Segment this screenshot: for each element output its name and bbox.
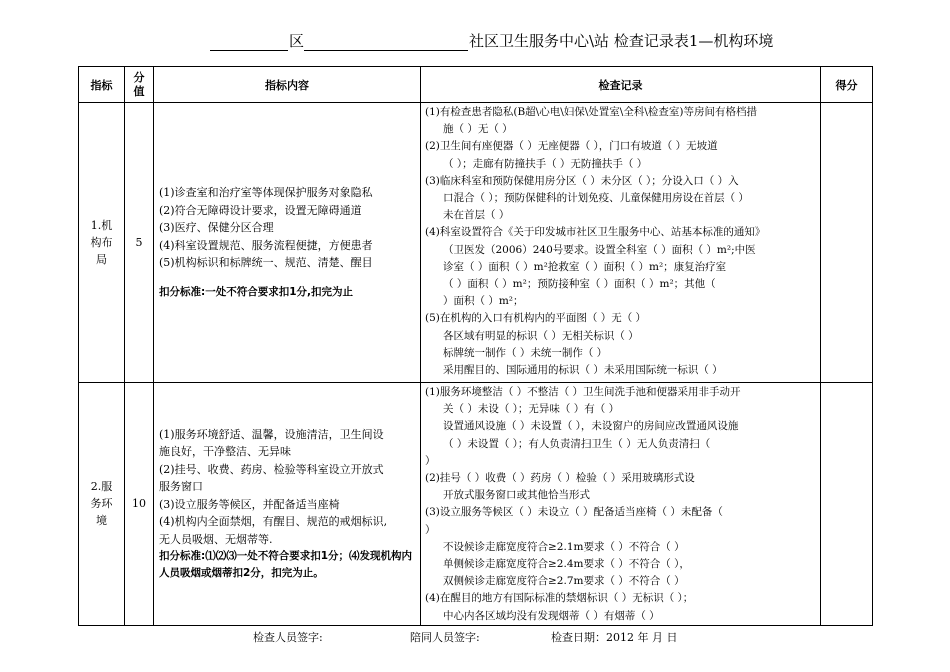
inspection-date[interactable]: 检查日期：2012 年 月 日	[551, 631, 678, 644]
record-line: （ ）未设置（ ）；有人负责清扫卫生（ ）无人负责清扫（	[443, 437, 711, 450]
content-line: (5)机构标识和标牌统一、规范、清楚、醒目	[159, 256, 373, 270]
points-cell[interactable]	[821, 383, 873, 626]
record-line: 标牌统一制作（ ）未统一制作（ ）	[443, 346, 608, 359]
record-line: (5)在机构的入口有机构内的平面图（ ）无（ ）	[425, 312, 647, 325]
header-points: 得分	[821, 67, 873, 103]
record-line: 施（ ）无（ ）	[443, 123, 513, 136]
header-score-value-text: 分值	[133, 70, 145, 98]
content-line: (3)医疗、保健分区合理	[159, 221, 274, 235]
record-line: (1)服务环境整洁（ ）不整洁（ ）卫生间洗手池和便器采用非手动开	[425, 386, 741, 398]
content-cell	[154, 383, 421, 626]
indicator-cell	[79, 383, 125, 626]
record-line: （ ）；走廊有防撞扶手（ ）无防撞扶手（ ）	[443, 157, 648, 170]
header-content: 指标内容	[154, 67, 421, 103]
district-blank[interactable]	[210, 30, 288, 51]
record-line: 单侧候诊走廊宽度符合≥2.4m要求（ ）不符合（ ），	[443, 558, 690, 571]
record-line: 口混合（ ）；预防保健科的计划免疫、儿童保健用房设在首层（ ）	[443, 192, 749, 205]
content-line: (2)挂号、收费、药房、检验等科室设立开放式	[159, 462, 384, 476]
content-line: (2)符合无障碍设计要求，设置无障碍通道	[159, 203, 362, 217]
record-line: （卫医发（2006）240号要求。设置全科室（ ）面积（ ）m²;中医	[443, 243, 756, 256]
record-line: （ ）面积（ ）m²；预防接种室（ ）面积（ ）m²；其他（	[443, 278, 716, 291]
record-line: 各区域有明显的标识（ ）无相关标识（ ）	[443, 329, 639, 342]
content-line: 施良好，干净整洁、无异味	[159, 445, 291, 459]
center-name-blank[interactable]	[304, 30, 468, 51]
record-line: ）	[425, 523, 436, 536]
content-line: 无人员吸烟、无烟蒂等.	[159, 532, 273, 546]
record-line: 双侧候诊走廊宽度符合≥2.7m要求（ ）不符合（ ）	[443, 575, 685, 588]
indicator-line: 2.服	[90, 480, 113, 494]
indicator-line: 境	[96, 514, 107, 528]
points-cell[interactable]	[821, 103, 873, 383]
content-line: (3)设立服务等候区，并配备适当座椅	[159, 497, 340, 511]
form-title	[0, 30, 950, 54]
record-line: (4)在醒目的地方有国际标准的禁烟标识（ ）无标识（ ）；	[425, 592, 694, 605]
record-line: 设置通风设施（ ）未设置（ ），未设窗户的房间应改置通风设施	[443, 420, 739, 433]
district-suffix: 区	[289, 32, 305, 50]
content-line: (1)服务环境舒适、温馨，设施清洁，卫生间设	[159, 427, 384, 441]
record-line: 诊室（ ）面积（ ）m²抢救室（ ）面积（ ）m²；康复治疗室	[443, 260, 727, 273]
record-line: 中心内各区域均没有发现烟蒂（ ）有烟蒂（ ）	[443, 609, 660, 622]
content-line: (4)机构内全面禁烟，有醒目、规范的戒烟标识,	[159, 515, 388, 529]
score-value-cell: 5	[125, 103, 154, 383]
record-line: 关（ ）未设（ ）；无异味（ ）有（ ）	[443, 403, 620, 416]
indicator-line: 局	[96, 253, 107, 266]
record-line: 未在首层（ ）	[443, 209, 510, 222]
content-line: (4)科室设置规范、服务流程便捷，方便患者	[159, 238, 373, 252]
table-row	[79, 383, 873, 626]
deduction-rule: 扣分标准:⑴⑵⑶一处不符合要求扣1分；⑷发现机构内人员吸烟或烟蒂扣2分，扣完为止。	[159, 550, 413, 580]
header-score-value	[125, 67, 154, 103]
page-title: 社区卫生服务中心\站 检查记录表1—机构环境	[469, 32, 774, 50]
record-line: (2)卫生间有座便器（ ）无座便器（ ），门口有坡道（ ）无坡道	[425, 140, 718, 153]
record-line: (3)临床科室和预防保健用房分区（ ）未分区（ ）；分设入口（ ）入	[425, 174, 739, 187]
indicator-line: 构布	[90, 236, 113, 249]
content-cell	[154, 103, 421, 383]
record-cell[interactable]	[421, 103, 821, 383]
table-header-row	[79, 67, 873, 103]
score-value-cell: 10	[125, 383, 154, 626]
deduction-rule: 扣分标准:一处不符合要求扣1分,扣完为止	[159, 285, 353, 298]
table-row	[79, 103, 873, 383]
record-line: ）面积（ ）m²；	[443, 295, 524, 308]
record-line: (3)设立服务等候区（ ）未设立（ ）配备适当座椅（ ）未配备（	[425, 506, 723, 519]
indicator-line: 1.机	[90, 219, 113, 232]
indicator-cell	[79, 103, 125, 383]
record-line: ）	[425, 454, 436, 467]
content-line: 服务窗口	[159, 480, 203, 494]
inspector-signature[interactable]: 检查人员签字:	[253, 631, 323, 644]
record-line: 采用醒目的、国际通用的标识（ ）未采用国际统一标识（ ）	[443, 364, 723, 377]
header-record: 检查记录	[421, 67, 821, 103]
content-line: (1)诊查室和治疗室等体现保护服务对象隐私	[159, 186, 373, 200]
record-line: (4)科室设置符合《关于印发城市社区卫生服务中心、站基本标准的通知》	[425, 226, 766, 239]
record-cell[interactable]	[421, 383, 821, 626]
header-indicator: 指标	[79, 67, 125, 103]
inspection-table	[78, 66, 873, 626]
record-line: (2)挂号（ ）收费（ ）药房（ ）检验（ ）采用玻璃形式设	[425, 472, 695, 485]
accompany-signature[interactable]: 陪同人员签字:	[410, 631, 480, 644]
record-line: 开放式服务窗口或其他恰当形式	[443, 489, 590, 502]
record-line: 不设候诊走廊宽度符合≥2.1m要求（ ）不符合（ ）	[443, 540, 685, 553]
record-line: (1)有检查患者隐私(B超\心电\妇保\处置室\全科\检查室)等房间有格档措	[425, 106, 757, 118]
indicator-line: 务环	[90, 497, 113, 511]
